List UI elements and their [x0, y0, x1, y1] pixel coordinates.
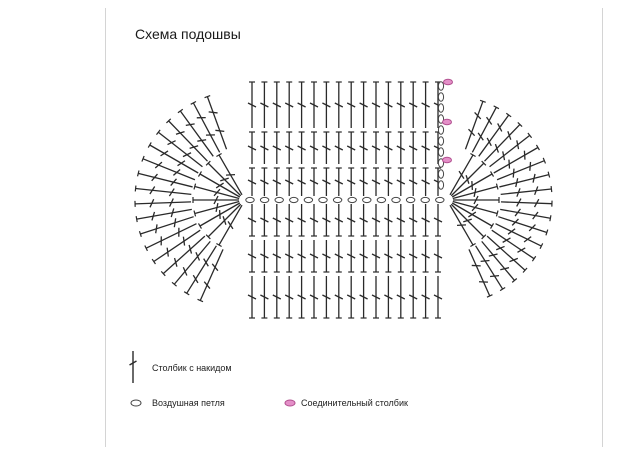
double-crochet-stitch — [260, 168, 268, 196]
double-crochet-stitch — [360, 168, 368, 196]
double-crochet-stitch — [360, 82, 368, 128]
double-crochet-stitch — [260, 204, 268, 236]
double-crochet-stitch — [335, 132, 343, 164]
chain-stitch — [421, 197, 429, 202]
double-crochet-stitch — [409, 204, 417, 236]
double-crochet-stitch — [422, 168, 430, 196]
double-crochet-stitch — [273, 240, 281, 272]
double-crochet-stitch — [384, 240, 392, 272]
chain-stitch — [260, 197, 268, 202]
double-crochet-stitch — [422, 204, 430, 236]
double-crochet-stitch — [285, 168, 293, 196]
chain-stitch — [438, 181, 443, 189]
chain-stitch — [438, 82, 443, 90]
double-crochet-stitch — [298, 168, 306, 196]
double-crochet-stitch — [472, 106, 499, 152]
double-crochet-stitch — [397, 240, 405, 272]
double-crochet-stitch — [434, 240, 442, 272]
double-crochet-stitch — [310, 168, 318, 196]
double-crochet-stitch — [501, 186, 552, 197]
chain-stitch — [438, 104, 443, 112]
double-crochet-stitch — [409, 240, 417, 272]
double-crochet-stitch — [372, 168, 380, 196]
legend-slip-stitch-label: Соединительный столбик — [301, 398, 408, 408]
double-crochet-stitch — [335, 82, 343, 128]
double-crochet-stitch — [496, 224, 543, 249]
double-crochet-stitch — [285, 82, 293, 128]
double-crochet-stitch — [322, 168, 330, 196]
chain-stitch — [436, 197, 444, 202]
double-crochet-stitch — [499, 172, 549, 187]
double-crochet-stitch — [422, 132, 430, 164]
double-crochet-stitch — [198, 249, 224, 301]
double-crochet-stitch — [260, 132, 268, 164]
double-crochet-stitch — [205, 96, 227, 150]
double-crochet-stitch — [298, 240, 306, 272]
double-crochet-stitch — [372, 240, 380, 272]
double-crochet-stitch — [434, 204, 442, 236]
double-crochet-stitch — [397, 82, 405, 128]
double-crochet-stitch — [453, 184, 498, 199]
double-crochet-stitch — [360, 204, 368, 236]
legend-double-crochet-label: Столбик с накидом — [152, 363, 232, 373]
double-crochet-stitch — [260, 240, 268, 272]
double-crochet-stitch — [216, 153, 242, 194]
double-crochet-stitch — [322, 240, 330, 272]
double-crochet-stitch — [497, 158, 545, 180]
chain-stitch — [438, 93, 443, 101]
diagram-title: Схема подошвы — [135, 26, 241, 42]
double-crochet-stitch — [469, 249, 492, 297]
double-crochet-stitch — [322, 132, 330, 164]
double-crochet-stitch — [501, 199, 552, 207]
double-crochet-stitch — [322, 276, 330, 318]
double-crochet-stitch — [310, 276, 318, 318]
double-crochet-stitch — [384, 132, 392, 164]
double-crochet-stitch — [248, 204, 256, 236]
double-crochet-stitch — [347, 204, 355, 236]
double-crochet-stitch — [248, 168, 256, 196]
double-crochet-stitch — [194, 184, 239, 199]
chain-stitch — [438, 137, 443, 145]
double-crochet-stitch — [347, 168, 355, 196]
chain-stitch — [377, 197, 385, 202]
double-crochet-stitch — [273, 276, 281, 318]
double-crochet-stitch — [260, 82, 268, 128]
double-crochet-stitch — [372, 204, 380, 236]
double-crochet-stitch — [409, 276, 417, 318]
double-crochet-stitch — [397, 276, 405, 318]
double-crochet-stitch — [298, 276, 306, 318]
double-crochet-stitch — [310, 240, 318, 272]
double-crochet-stitch — [360, 240, 368, 272]
chain-stitch — [363, 197, 371, 202]
double-crochet-stitch — [273, 168, 281, 196]
double-crochet-stitch — [347, 276, 355, 318]
double-crochet-icon — [126, 350, 140, 384]
chain-stitch — [319, 197, 327, 202]
double-crochet-stitch — [248, 82, 256, 128]
double-crochet-stitch — [347, 82, 355, 128]
double-crochet-stitch — [310, 132, 318, 164]
double-crochet-stitch — [384, 82, 392, 128]
double-crochet-stitch — [453, 202, 498, 217]
slip-stitch — [444, 79, 453, 85]
double-crochet-stitch — [135, 186, 191, 197]
double-crochet-stitch — [248, 132, 256, 164]
double-crochet-stitch — [285, 132, 293, 164]
slip-stitch — [443, 119, 452, 125]
double-crochet-stitch — [384, 168, 392, 196]
double-crochet-stitch — [273, 132, 281, 164]
double-crochet-stitch — [335, 276, 343, 318]
chain-stitch — [406, 197, 414, 202]
double-crochet-stitch — [273, 204, 281, 236]
double-crochet-stitch — [310, 82, 318, 128]
chain-stitch — [290, 197, 298, 202]
double-crochet-stitch — [194, 202, 239, 217]
double-crochet-stitch — [335, 204, 343, 236]
double-crochet-stitch — [260, 276, 268, 318]
double-crochet-stitch — [298, 132, 306, 164]
double-crochet-stitch — [422, 82, 430, 128]
double-crochet-stitch — [409, 168, 417, 196]
double-crochet-stitch — [273, 82, 281, 128]
double-crochet-stitch — [139, 217, 193, 237]
double-crochet-stitch — [298, 204, 306, 236]
double-crochet-stitch — [322, 82, 330, 128]
double-crochet-stitch — [397, 168, 405, 196]
chain-stitch — [246, 197, 254, 202]
chain-stitch — [438, 170, 443, 178]
double-crochet-stitch — [285, 240, 293, 272]
double-crochet-stitch — [335, 240, 343, 272]
chain-stitch — [392, 197, 400, 202]
slip-stitch — [443, 157, 452, 163]
double-crochet-stitch — [409, 82, 417, 128]
double-crochet-stitch — [372, 132, 380, 164]
chain-stitch — [348, 197, 356, 202]
chain-stitch — [275, 197, 283, 202]
double-crochet-stitch — [347, 240, 355, 272]
chain-stitch — [333, 197, 341, 202]
double-crochet-stitch — [422, 240, 430, 272]
double-crochet-stitch — [397, 132, 405, 164]
double-crochet-stitch — [248, 240, 256, 272]
chain-oval-icon — [129, 398, 143, 408]
double-crochet-stitch — [494, 145, 540, 173]
double-crochet-stitch — [498, 217, 547, 236]
legend-chain-label: Воздушная петля — [152, 398, 225, 408]
double-crochet-stitch — [372, 276, 380, 318]
double-crochet-stitch — [360, 276, 368, 318]
double-crochet-stitch — [434, 276, 442, 318]
double-crochet-stitch — [285, 204, 293, 236]
double-crochet-stitch — [135, 199, 191, 208]
chain-stitch — [304, 197, 312, 202]
double-crochet-stitch — [372, 82, 380, 128]
double-crochet-stitch — [450, 205, 476, 246]
chain-stitch — [438, 148, 443, 156]
double-crochet-stitch — [347, 132, 355, 164]
double-crochet-stitch — [422, 276, 430, 318]
double-crochet-stitch — [285, 276, 293, 318]
double-crochet-stitch — [360, 132, 368, 164]
slip-stitch-icon — [283, 398, 297, 408]
double-crochet-stitch — [335, 168, 343, 196]
chain-stitch — [438, 126, 443, 134]
double-crochet-stitch — [138, 170, 193, 186]
double-crochet-stitch — [298, 82, 306, 128]
double-crochet-stitch — [322, 204, 330, 236]
double-crochet-stitch — [465, 100, 485, 149]
double-crochet-stitch — [384, 276, 392, 318]
double-crochet-stitch — [397, 204, 405, 236]
double-crochet-stitch — [310, 204, 318, 236]
double-crochet-stitch — [409, 132, 417, 164]
double-crochet-stitch — [248, 276, 256, 318]
double-crochet-stitch — [384, 204, 392, 236]
